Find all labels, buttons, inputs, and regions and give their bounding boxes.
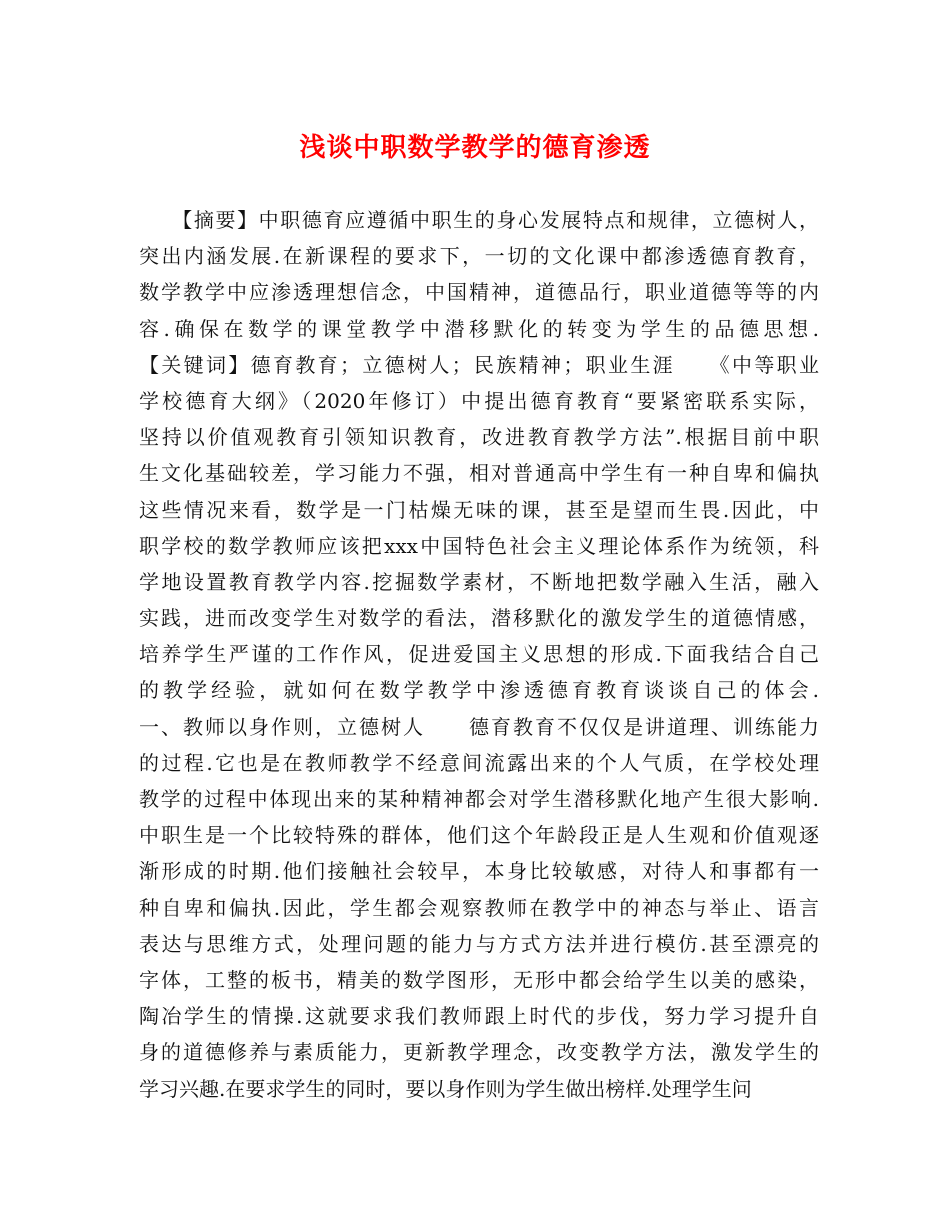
text-line: 突出内涵发展.在新课程的要求下，一切的文化课中都渗透德育教育， (139, 244, 819, 269)
text-line: 数学教学中应渗透理想信念，中国精神，道德品行，职业道德等等的内 (139, 280, 819, 305)
text-line: 的教学经验，就如何在数学教学中渗透德育教育谈谈自己的体会. (139, 678, 819, 703)
text-line: 坚持以价值观教育引领知识教育，改进教育教学方法”.根据目前中职 (139, 425, 819, 450)
text-line: 学地设置教育教学内容.挖掘数学素材，不断地把数学融入生活，融入 (139, 569, 819, 594)
text-line: 学校德育大纲》（2020年修订）中提出德育教育“要紧密联系实际， (139, 388, 819, 413)
text-line: 容.确保在数学的课堂教学中潜移默化的转变为学生的品德思想. (139, 316, 819, 341)
text-line: 字体，工整的板书，精美的数学图形，无形中都会给学生以美的感染， (139, 967, 819, 992)
text-line: 渐形成的时期.他们接触社会较早，本身比较敏感，对待人和事都有一 (139, 859, 819, 884)
text-line: 【摘要】中职德育应遵循中职生的身心发展特点和规律，立德树人， (139, 208, 819, 232)
text-line: 教学的过程中体现出来的某种精神都会对学生潜移默化地产生很大影响. (139, 787, 819, 811)
text-line: 学习兴趣.在要求学生的同时，要以身作则为学生做出榜样.处理学生问 (139, 1076, 752, 1101)
text-line: 的过程.它也是在教师教学不经意间流露出来的个人气质，在学校处理 (139, 750, 819, 775)
text-line: 培养学生严谨的工作作风，促进爱国主义思想的形成.下面我结合自己 (139, 642, 819, 667)
text-line: 这些情况来看，数学是一门枯燥无味的课，甚至是望而生畏.因此，中 (139, 497, 819, 522)
text-line: 一、教师以身作则，立德树人 德育教育不仅仅是讲道理、训练能力 (139, 714, 819, 739)
text-line: 实践，进而改变学生对数学的看法，潜移默化的激发学生的道德情感， (139, 606, 819, 631)
document-title: 浅谈中职数学教学的德育渗透 (299, 133, 651, 163)
text-line: 【关键词】德育教育；立德树人；民族精神；职业生涯 《中等职业 (139, 352, 819, 377)
document-body (139, 202, 819, 1107)
text-line: 生文化基础较差，学习能力不强，相对普通高中学生有一种自卑和偏执 (139, 461, 819, 486)
text-line: 种自卑和偏执.因此，学生都会观察教师在教学中的神态与举止、语言 (139, 895, 819, 920)
text-line: 职学校的数学教师应该把xxx中国特色社会主义理论体系作为统领，科 (139, 533, 819, 558)
text-line: 陶冶学生的情操.这就要求我们教师跟上时代的步伐，努力学习提升自 (139, 1004, 819, 1029)
text-line: 表达与思维方式，处理问题的能力与方式方法并进行模仿.甚至漂亮的 (139, 931, 819, 956)
text-line: 身的道德修养与素质能力，更新教学理念，改变教学方法，激发学生的 (139, 1040, 819, 1065)
text-line: 中职生是一个比较特殊的群体，他们这个年龄段正是人生观和价值观逐 (139, 823, 819, 848)
